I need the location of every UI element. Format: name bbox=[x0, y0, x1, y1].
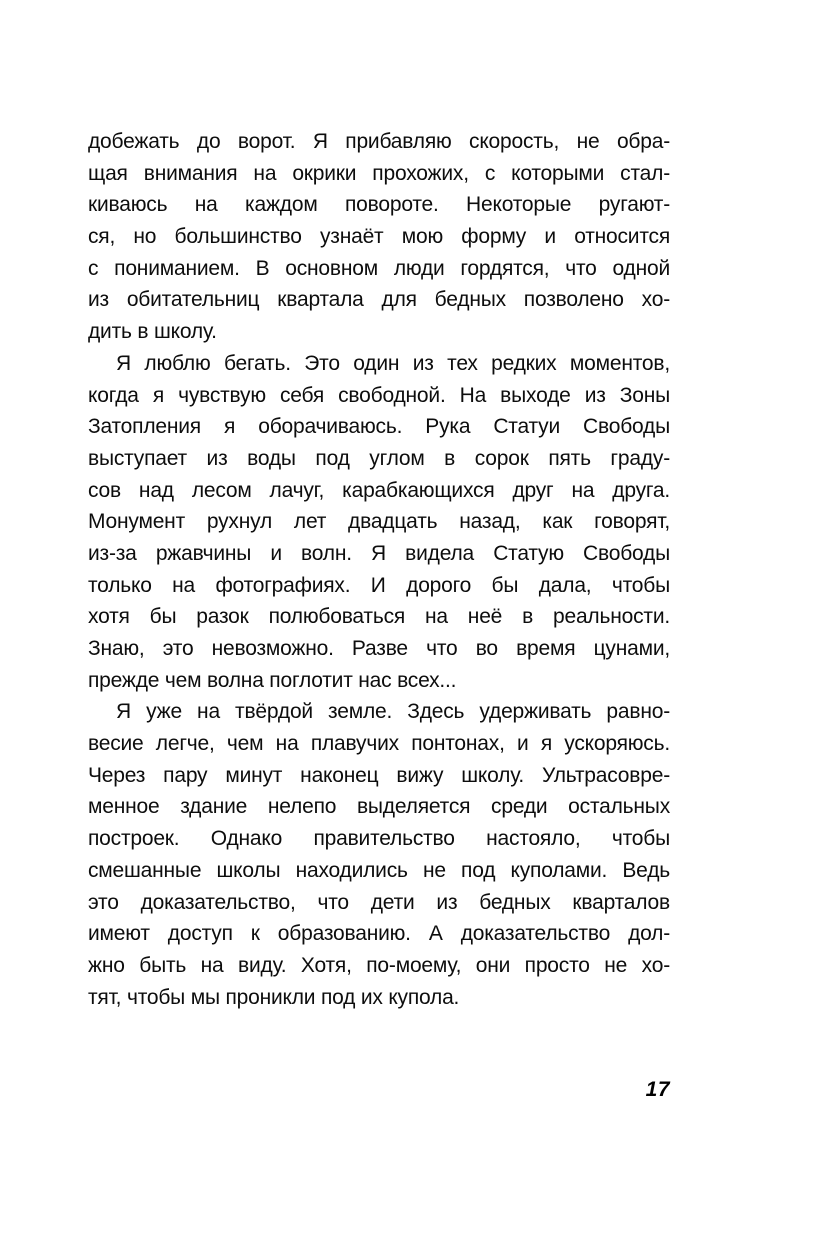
text-line: весие легче, чем на плавучих понтонах, и я ускоряюсь. bbox=[88, 732, 670, 756]
text-line: хотя бы разок полюбоваться на неё в реальности. bbox=[88, 605, 670, 629]
text-line: киваюсь на каждом повороте. Некоторые ругают- bbox=[88, 193, 670, 217]
text-line: Монумент рухнул лет двадцать назад, как говорят, bbox=[88, 510, 670, 534]
text-line: Через пару минут наконец вижу школу. Ультрасовре- bbox=[88, 763, 670, 787]
text-line: дить в школу. bbox=[88, 320, 217, 344]
text-line: это доказательство, что дети из бедных кварталов bbox=[88, 890, 670, 914]
text-line: щая внимания на окрики прохожих, с которыми стал- bbox=[88, 161, 670, 185]
paragraph bbox=[88, 696, 670, 1013]
page-number: 17 bbox=[645, 1078, 670, 1101]
text-line: построек. Однако правительство настояло, чтобы bbox=[88, 827, 670, 851]
text-line: добежать до ворот. Я прибавляю скорость, не обра- bbox=[88, 130, 670, 153]
page-text bbox=[88, 126, 670, 1013]
text-line: когда я чувствую себя свободной. На выходе из Зоны bbox=[88, 383, 670, 407]
text-line: Я люблю бегать. Это один из тех редких моментов, bbox=[116, 351, 670, 375]
text-line: ся, но большинство узнаёт мою форму и относится bbox=[88, 225, 670, 249]
text-line: сов над лесом лачуг, карабкающихся друг на друга. bbox=[88, 478, 670, 502]
text-line: менное здание нелепо выделяется среди остальных bbox=[88, 795, 670, 819]
text-line: смешанные школы находились не под куполами. Ведь bbox=[88, 858, 670, 882]
text-line: прежде чем волна поглотит нас всех... bbox=[88, 668, 457, 692]
paragraph bbox=[88, 348, 670, 697]
text-line: из обитательниц квартала для бедных позволено хо- bbox=[88, 288, 670, 312]
text-line: только на фотографиях. И дорого бы дала, чтобы bbox=[88, 573, 670, 597]
text-line: жно быть на виду. Хотя, по-моему, они просто не хо- bbox=[88, 953, 670, 977]
text-line: с пониманием. В основном люди гордятся, что одной bbox=[88, 256, 670, 280]
paragraph bbox=[88, 126, 670, 348]
text-line: из-за ржавчины и волн. Я видела Статую Свободы bbox=[88, 541, 670, 565]
text-line: выступает из воды под углом в сорок пять граду- bbox=[88, 446, 670, 470]
text-line: Я уже на твёрдой земле. Здесь удерживать равно- bbox=[116, 700, 670, 724]
text-line: тят, чтобы мы проникли под их купола. bbox=[88, 985, 460, 1009]
text-line: Знаю, это невозможно. Разве что во время цунами, bbox=[88, 637, 670, 660]
text-line: имеют доступ к образованию. А доказательство дол- bbox=[88, 922, 670, 946]
text-line: Затопления я оборачиваюсь. Рука Статуи Свободы bbox=[88, 415, 670, 439]
